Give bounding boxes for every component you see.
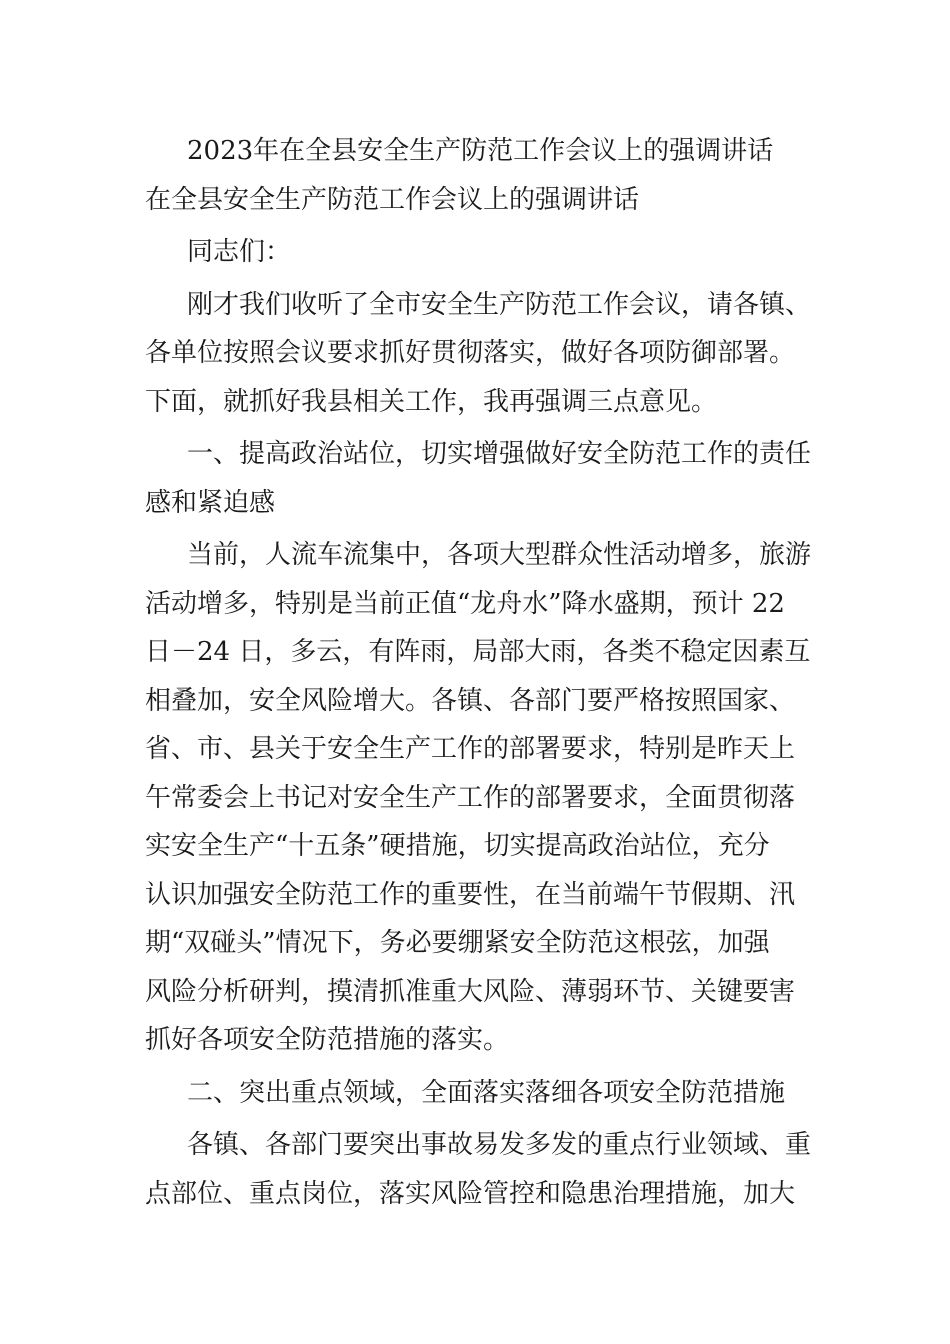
paragraph-line: 抓好各项安全防范措施的落实。 — [145, 1025, 510, 1055]
paragraph-line: 风险分析研判，摸清抓准重大风险、薄弱环节、关键要害 — [145, 976, 796, 1007]
document-body — [145, 127, 810, 1218]
paragraph-line: 午常委会上书记对安全生产工作的部署要求，全面贯彻落 — [145, 782, 796, 813]
paragraph-line: 相叠加，安全风险增大。各镇、各部门要严格按照国家、 — [145, 685, 796, 716]
document-subtitle: 在全县安全生产防范工作会议上的强调讲话 — [145, 184, 640, 215]
heading-line: 一、提高政治站位，切实增强做好安全防范工作的责任 — [187, 439, 812, 469]
paragraph-line: 实安全生产“十五条”硬措施，切实提高政治站位，充分 — [145, 831, 770, 861]
paragraph-section-1 — [145, 531, 810, 1065]
paragraph-line: 省、市、县关于安全生产工作的部署要求，特别是昨天上 — [145, 734, 796, 764]
paragraph-line: 刚才我们收听了全市安全生产防范工作会议，请各镇、 — [187, 289, 812, 320]
paragraph-line: 期“双碰头”情况下，务必要绷紧安全防范这根弦，加强 — [145, 928, 770, 958]
paragraph-line: 各单位按照会议要求抓好贯彻落实，做好各项防御部署。 — [145, 338, 796, 368]
paragraph-section-2 — [145, 1121, 810, 1218]
heading-line: 二、突出重点领域，全面落实落细各项安全防范措施 — [187, 1077, 786, 1108]
paragraph-line: 下面，就抓好我县相关工作，我再强调三点意见。 — [145, 386, 718, 417]
salutation: 同志们： — [187, 237, 292, 267]
paragraph-line: 当前，人流车流集中，各项大型群众性活动增多，旅游 — [187, 540, 812, 570]
paragraph-line: 各镇、各部门要突出事故易发多发的重点行业领域、重 — [187, 1130, 812, 1160]
heading-line: 感和紧迫感 — [145, 487, 276, 518]
section-heading-1 — [145, 430, 810, 527]
paragraph-intro — [145, 281, 810, 427]
paragraph-line: 点部位、重点岗位，落实风险管控和隐患治理措施，加大 — [145, 1178, 796, 1209]
paragraph-line: 日－24 日，多云，有阵雨，局部大雨，各类不稳定因素互 — [145, 637, 811, 667]
paragraph-line: 认识加强安全防范工作的重要性，在当前端午节假期、汛 — [145, 879, 796, 910]
document-title: 2023年在全县安全生产防范工作会议上的强调讲话 — [187, 136, 774, 166]
section-heading-2 — [145, 1069, 810, 1118]
paragraph-line: 活动增多，特别是当前正值“龙舟水”降水盛期，预计 22 — [145, 588, 785, 619]
